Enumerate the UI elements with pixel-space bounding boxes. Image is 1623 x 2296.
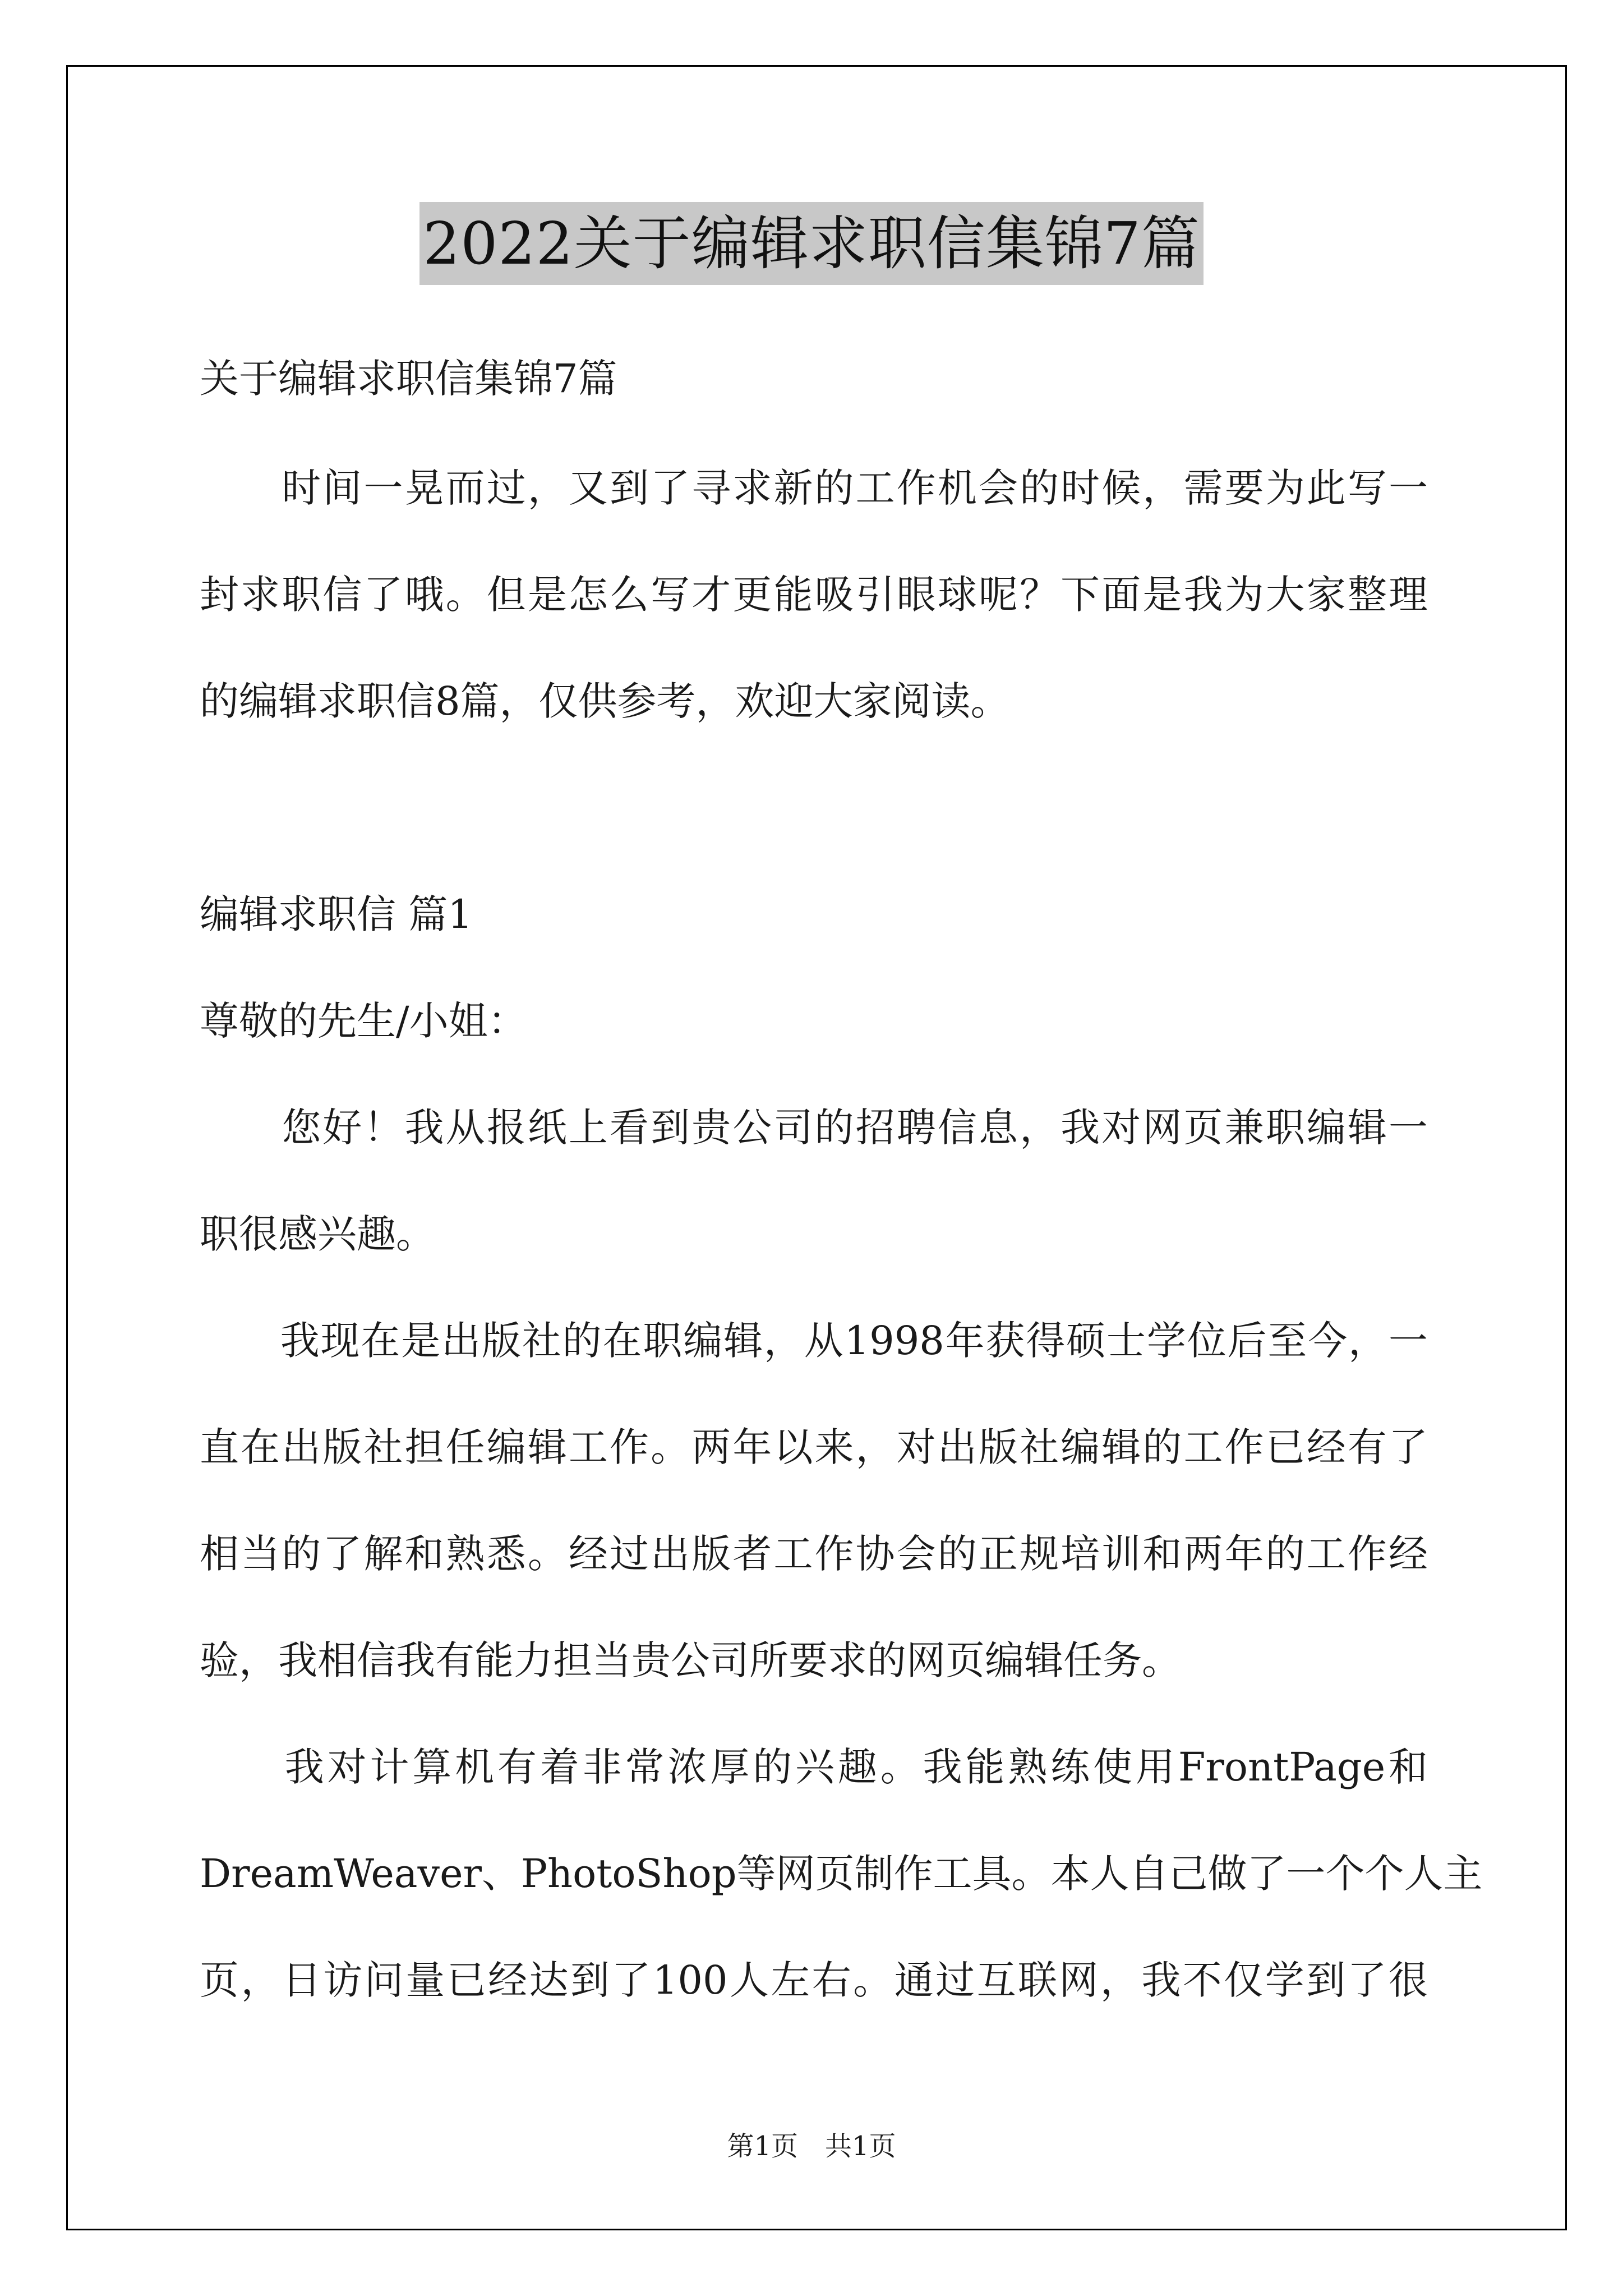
paragraph-1-line-2: 职很感兴趣。 [200, 1211, 435, 1257]
intro-line-2: 封求职信了哦。但是怎么写才更能吸引眼球呢？下面是我为大家整理 [200, 572, 1428, 618]
paragraph-2-line-2: 直在出版社担任编辑工作。两年以来，对出版社编辑的工作已经有了 [200, 1424, 1428, 1470]
paragraph-2-line-3: 相当的了解和熟悉。经过出版者工作协会的正规培训和两年的工作经 [200, 1531, 1428, 1577]
paragraph-2-line-1: 我现在是出版社的在职编辑，从1998年获得硕士学位后至今，一 [200, 1318, 1428, 1364]
subtitle-line: 关于编辑求职信集锦7篇 [200, 356, 617, 402]
salutation: 尊敬的先生/小姐： [200, 998, 527, 1044]
document-title: 2022关于编辑求职信集锦7篇 [419, 202, 1204, 285]
paragraph-1-line-1: 您好！我从报纸上看到贵公司的招聘信息，我对网页兼职编辑一 [200, 1105, 1428, 1151]
page-number-label: 第1页 共1页 [727, 2131, 896, 2162]
section-heading: 编辑求职信 篇1 [200, 891, 473, 937]
paragraph-3-line-2: DreamWeaver、PhotoShop等网页制作工具。本人自己做了一个个人主 [200, 1851, 1483, 1897]
page-footer [0, 2129, 1623, 2163]
paragraph-3-line-1: 我对计算机有着非常浓厚的兴趣。我能熟练使用FrontPage和 [200, 1744, 1428, 1790]
title-container [0, 202, 1623, 285]
paragraph-2-line-4: 验，我相信我有能力担当贵公司所要求的网页编辑任务。 [200, 1637, 1181, 1683]
paragraph-3-line-3: 页，日访问量已经达到了100人左右。通过互联网，我不仅学到了很 [200, 1957, 1428, 2003]
intro-line-1: 时间一晃而过，又到了寻求新的工作机会的时候，需要为此写一 [200, 465, 1428, 511]
intro-line-3: 的编辑求职信8篇，仅供参考，欢迎大家阅读。 [200, 678, 1010, 724]
